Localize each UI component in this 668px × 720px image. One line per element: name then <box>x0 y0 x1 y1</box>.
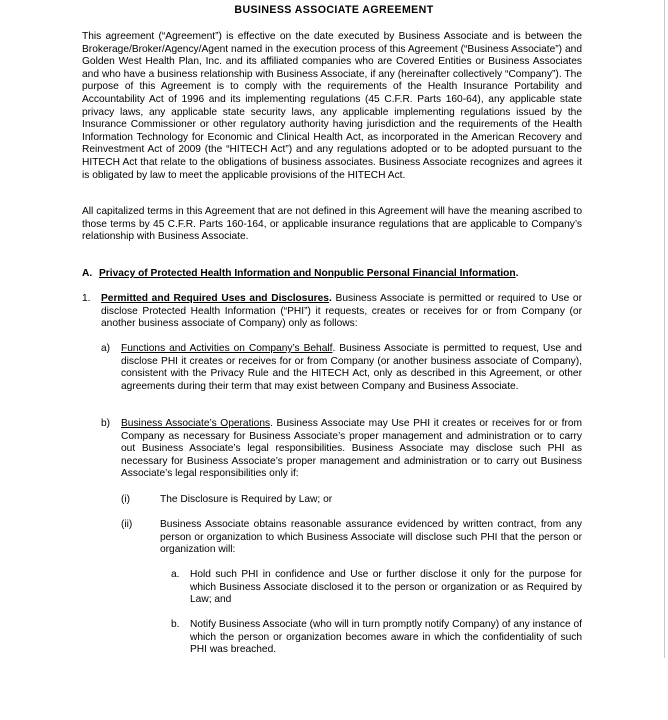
item-i-text: The Disclosure is Required by Law; or <box>160 494 333 505</box>
section-a-label: A. <box>82 268 93 279</box>
item-ii-a-text: Hold such PHI in confidence and Use or further disclose it only for the purpose for which Business Associate disclosed it to the person or organization or as Required by Law; and <box>190 569 582 606</box>
item-ii-b-label: b. <box>171 619 180 630</box>
intro-paragraph: This agreement (“Agreement”) is effective on the date executed by Business Associate and is between the Brokerage/Broker/Agency/Agent named in the execution process of this Agreement (“Business Associate”) and Golden West Health Plan, Inc. and its affiliated companies who are Covered Entities or Business Associates and who have a business relationship with Business Associate, if any (hereinafter collectively “Company”). The purpose of this Agreement is to comply with the requirements of the Health Insurance Portability and Accountability Act of 1996 and its implementing regulations (45 C.F.R. Parts 160-64), any applicable state privacy laws, any applicable state security laws, any applicable implementing regulations issued by the Insurance Commissioner or other regulatory authority having jurisdiction and the requirements of the Health Information Technology for Economic and Clinical Health Act, as incorporated in the American Recovery and Reinvestment Act of 2009 (the “HITECH Act”) and any regulations adopted or to be adopted pursuant to the HITECH Act that relate to the obligations of business associates. Business Associate recognizes and agrees it is obligated by law to meet the applicable provisions of the HITECH Act. <box>82 31 582 181</box>
item-1-heading-end: . <box>328 293 332 304</box>
item-ii-b-text: Notify Business Associate (who will in turn promptly notify Company) of any instance of which the person or organization becomes aware in which the confidentiality of such PHI was breached. <box>190 619 582 656</box>
item-a-heading: Functions and Activities on Company’s Behalf <box>121 343 333 354</box>
section-a-heading <box>99 268 579 281</box>
item-b-label: b) <box>101 418 111 429</box>
item-b-text: . Business Associate may Use PHI it creates or receives for or from Company as necessary for Business Associate’s proper management and administration or to carry out Business Associate’s legal responsibilities. Business Associate may disclose such PHI as necessary for Business Associate’s proper management and administration or to carry out Business Associate’s legal responsibilities only if: <box>121 418 582 480</box>
definitions-paragraph: All capitalized terms in this Agreement that are not defined in this Agreement will have the meaning ascribed to those terms by 45 C.F.R. Parts 160-164, or applicable insurance regulations that are applicable to Company’s relationship with Business Associate. <box>82 206 582 243</box>
item-a-label: a) <box>101 343 111 354</box>
item-1-text: Business Associate is permitted or required to Use or disclose Protected Health Information (“PHI”) it requests, creates or receives for or from Company (or another business associate of Company) only as follows: <box>101 293 582 330</box>
item-ii-label: (ii) <box>121 519 133 530</box>
item-i-label: (i) <box>121 494 131 505</box>
item-a-paragraph <box>121 343 582 393</box>
item-ii-text: Business Associate obtains reasonable assurance evidenced by written contract, from any person or organization to which Business Associate will disclose such PHI that the person or organization will: <box>160 519 582 556</box>
section-a-heading-text: Privacy of Protected Health Information and Nonpublic Personal Financial Information <box>99 268 516 279</box>
document-title: BUSINESS ASSOCIATE AGREEMENT <box>234 4 434 16</box>
item-1-number: 1. <box>82 293 91 304</box>
item-b-paragraph <box>121 418 582 481</box>
section-a-heading-end: . <box>515 268 519 279</box>
item-b-heading: Business Associate’s Operations <box>121 418 271 429</box>
item-a-text: . Business Associate is permitted to request, Use and disclose PHI it creates or receives for or from Company (or another business associate of Company), consistent with the Privacy Rule and the HITECH Act, only as described in this Agreement, or other agreements during their term that may exist between Company and Business Associate. <box>121 343 582 392</box>
page-edge-divider <box>664 0 665 658</box>
item-1-heading: Permitted and Required Uses and Disclosures <box>101 293 329 304</box>
item-ii-a-label: a. <box>171 569 180 580</box>
item-1-paragraph <box>101 293 582 331</box>
